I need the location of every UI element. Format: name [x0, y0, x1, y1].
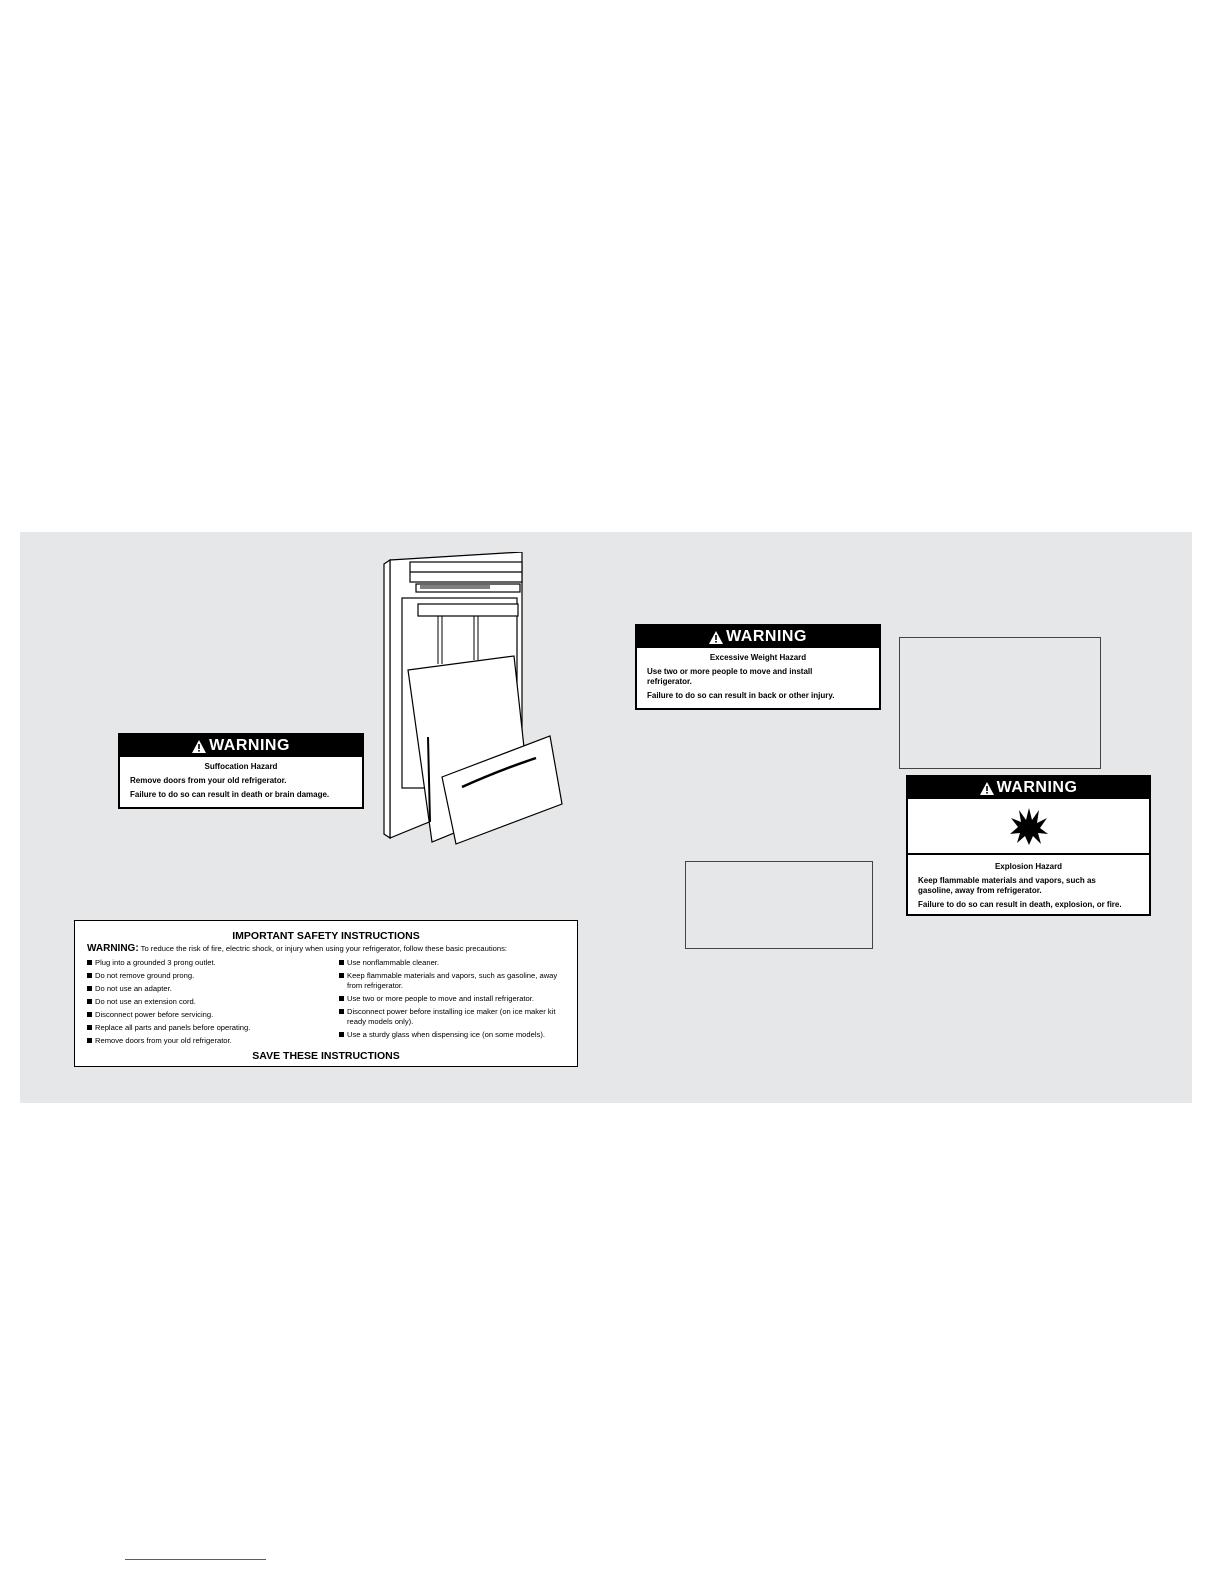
warning-triangle-icon: [709, 631, 723, 644]
safety-title: IMPORTANT SAFETY INSTRUCTIONS: [232, 930, 420, 942]
safety-instructions: [74, 920, 578, 1067]
suffocation-warning: [118, 733, 364, 809]
list-item-text: Use a sturdy glass when dispensing ice (on some models).: [347, 1030, 545, 1039]
warning-header-text: WARNING: [209, 737, 290, 754]
warning-line: Failure to do so can result in death, explosion, or fire.: [918, 900, 1122, 909]
hazard-title: Explosion Hazard: [994, 862, 1063, 871]
bullet-square-icon: [87, 986, 92, 991]
bullet-square-icon: [339, 996, 344, 1001]
list-item-text: Do not use an extension cord.: [95, 997, 196, 1006]
list-item-text: Plug into a grounded 3 prong outlet.: [95, 958, 216, 967]
hazard-title: Excessive Weight Hazard: [709, 653, 807, 662]
bullet-square-icon: [87, 1025, 92, 1030]
save-instructions: SAVE THESE INSTRUCTIONS: [252, 1050, 400, 1062]
warning-header: [908, 777, 1149, 799]
list-item: [87, 1023, 339, 1033]
warning-header-text: WARNING: [996, 779, 1078, 796]
safety-intro-text: To reduce the risk of fire, electric shock, or injury when using your refrigerator, follow these basic precautions:: [140, 944, 508, 953]
bullet-square-icon: [339, 960, 344, 965]
list-item: [87, 958, 339, 968]
list-item: [87, 971, 339, 981]
bullet-square-icon: [87, 999, 92, 1004]
explosion-icon-area: [908, 799, 1149, 855]
list-item: [339, 1030, 569, 1040]
warning-line: Use two or more people to move and install refrigerator.: [647, 667, 813, 686]
bullet-square-icon: [87, 973, 92, 978]
safety-lead: WARNING:: [87, 943, 139, 954]
safety-left-list: [87, 958, 339, 1049]
list-item: [87, 1036, 339, 1046]
list-item-text: Use two or more people to move and install refrigerator.: [347, 994, 534, 1003]
warning-line: Remove doors from your old refrigerator.: [130, 776, 287, 785]
explosion-icon: [1009, 806, 1049, 846]
bullet-square-icon: [339, 1009, 344, 1014]
list-item: [87, 1010, 339, 1020]
bullet-square-icon: [87, 960, 92, 965]
list-item-text: Do not remove ground prong.: [95, 971, 195, 980]
list-item: [87, 997, 339, 1007]
blank-box: [899, 637, 1101, 769]
warning-line: Keep flammable materials and vapors, such as gasoline, away from refrigerator.: [918, 876, 1096, 895]
list-item-text: Remove doors from your old refrigerator.: [95, 1036, 232, 1045]
explosion-warning: [906, 775, 1151, 916]
bullet-square-icon: [87, 1012, 92, 1017]
warning-triangle-icon: [980, 782, 994, 795]
weight-warning: [635, 624, 881, 710]
list-item: [339, 1007, 569, 1027]
list-item-text: Disconnect power before installing ice maker (on ice maker kit ready models only).: [347, 1007, 556, 1026]
list-item-text: Disconnect power before servicing.: [95, 1010, 214, 1019]
list-item: [339, 958, 569, 968]
list-item: [339, 994, 569, 1004]
safety-intro: [75, 943, 577, 955]
bullet-square-icon: [339, 1032, 344, 1037]
warning-line: Failure to do so can result in death or brain damage.: [130, 790, 330, 799]
warning-triangle-icon: [192, 740, 206, 753]
bullet-square-icon: [339, 973, 344, 978]
list-item-text: Use nonflammable cleaner.: [347, 958, 440, 967]
bullet-square-icon: [87, 1038, 92, 1043]
refrigerator-illustration-icon: [380, 552, 570, 847]
link-underline[interactable]: [125, 1559, 266, 1560]
warning-line: Failure to do so can result in back or other injury.: [647, 691, 835, 700]
list-item: [339, 971, 569, 991]
warning-header-text: WARNING: [726, 628, 807, 645]
list-item-text: Keep flammable materials and vapors, such as gasoline, away from refrigerator.: [347, 971, 558, 990]
warning-header: [120, 735, 362, 757]
list-item: [87, 984, 339, 994]
list-item-text: Do not use an adapter.: [95, 984, 172, 993]
warning-header: [637, 626, 879, 648]
safety-right-list: [339, 958, 569, 1049]
blank-box: [685, 861, 873, 949]
hazard-title: Suffocation Hazard: [204, 762, 278, 771]
list-item-text: Replace all parts and panels before operating.: [95, 1023, 251, 1032]
